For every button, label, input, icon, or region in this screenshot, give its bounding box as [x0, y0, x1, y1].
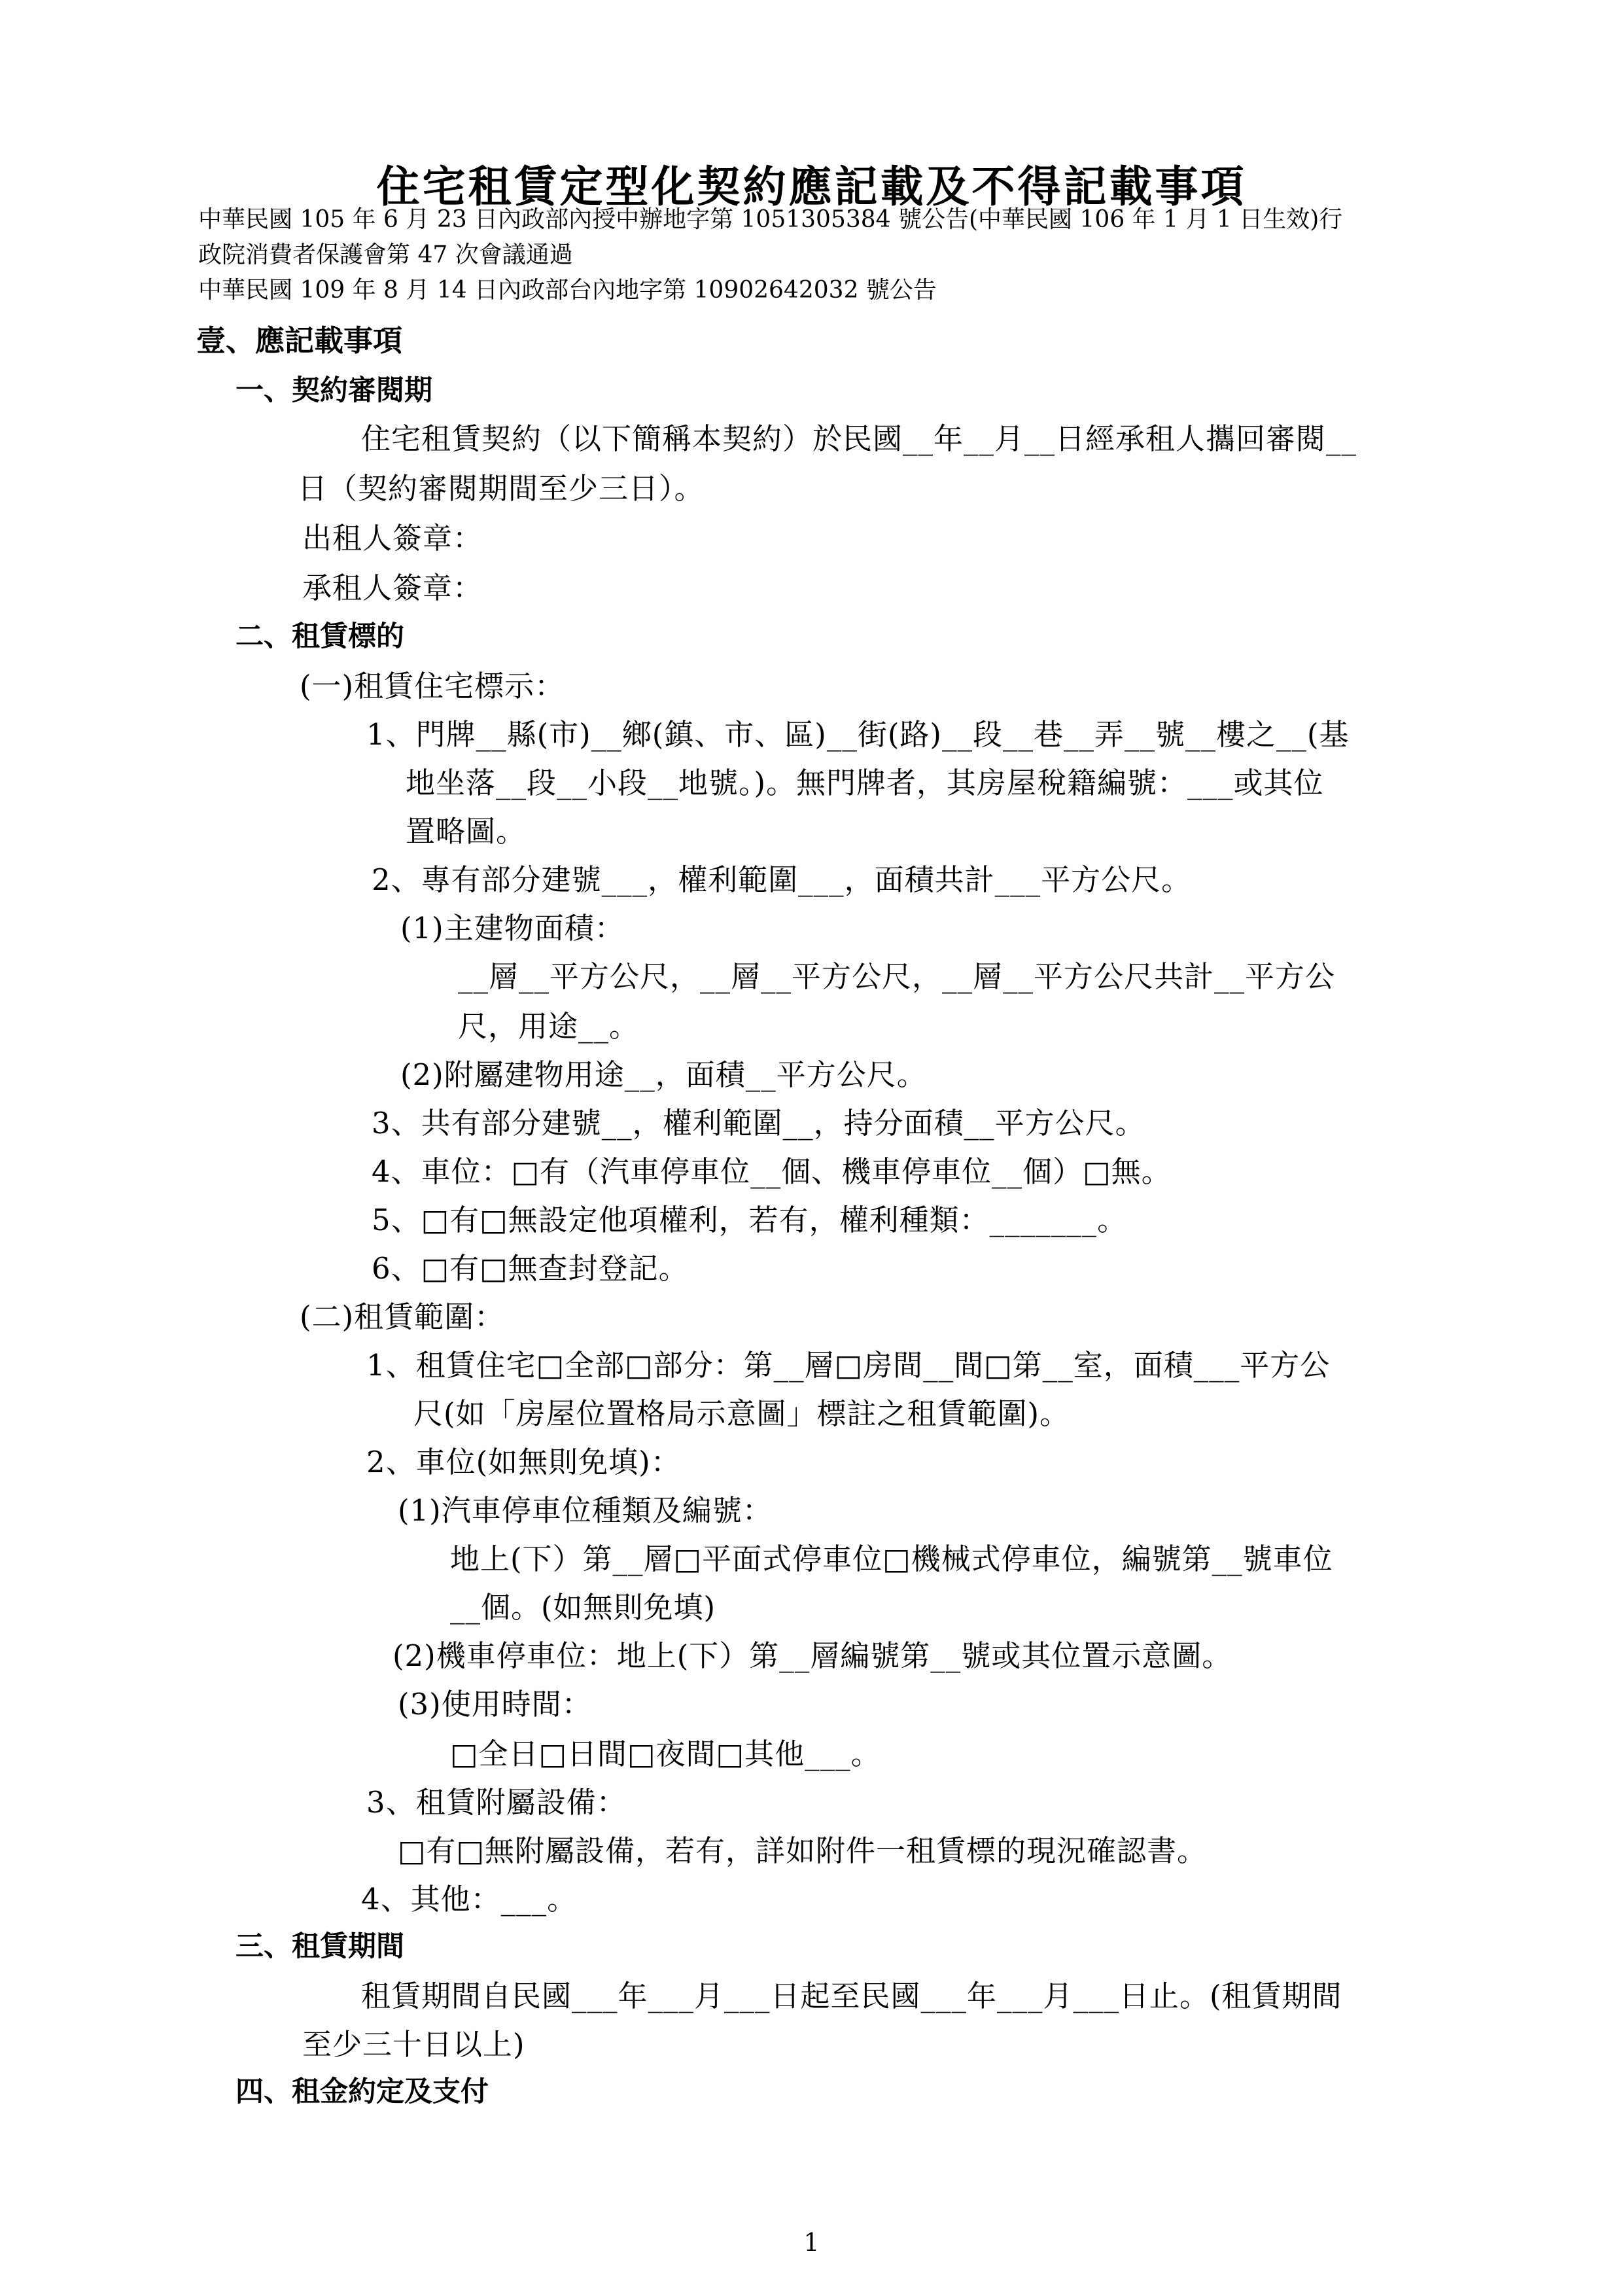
clause-heading: 一、契約審閱期: [236, 374, 432, 407]
body-line: __層__平方公尺，__層__平方公尺，__層__平方公尺共計__平方公: [458, 959, 1336, 994]
section-heading: 壹、應記載事項: [196, 323, 403, 358]
body-line: 2、車位(如無則免填)：: [366, 1445, 681, 1479]
notice-line: 中華民國 109 年 8 月 14 日內政部台內地字第 10902642032 號公告: [198, 277, 937, 304]
body-line: (二)租賃範圍：: [300, 1299, 505, 1334]
notice-line: 中華民國 105 年 6 月 23 日內政部內授中辦地字第 1051305384 號公告(中華民國 106 年 1 月 1 日生效)行: [198, 206, 1343, 233]
signature-line: 承租人簽章：: [302, 571, 483, 605]
body-line: (1)汽車停車位種類及編號：: [398, 1493, 773, 1528]
body-line: __個。(如無則免填): [450, 1590, 716, 1625]
body-line: (1)主建物面積：: [400, 911, 625, 945]
body-line: (3)使用時間：: [398, 1687, 592, 1722]
body-line: 3、租賃附屬設備：: [366, 1785, 627, 1820]
body-line: □有□無附屬設備，若有，詳如附件一租賃標的現況確認書。: [398, 1833, 1208, 1868]
body-line: 5、□有□無設定他項權利，若有，權利種類：_______。: [372, 1203, 1128, 1237]
body-line: (2)附屬建物用途__，面積__平方公尺。: [400, 1057, 927, 1092]
body-line: 1、租賃住宅□全部□部分：第__層□房間__間□第__室，面積___平方公: [366, 1348, 1331, 1383]
body-line: 4、車位：□有（汽車停車位__個、機車停車位__個）□無。: [372, 1154, 1172, 1189]
body-line: 4、其他：___。: [361, 1882, 578, 1916]
body-line: 至少三十日以上): [302, 2027, 525, 2062]
page-number: 1: [803, 2228, 820, 2257]
notice-line: 政院消費者保護會第 47 次會議通過: [198, 241, 573, 268]
body-line: 住宅租賃契約（以下簡稱本契約）於民國__年__月__日經承租人攜回審閱__: [361, 421, 1357, 456]
body-line: 置略圖。: [406, 814, 527, 849]
body-line: □全日□日間□夜間□其他___。: [450, 1737, 881, 1771]
signature-line: 出租人簽章：: [302, 521, 483, 556]
body-line: 日（契約審閱期間至少三日）。: [298, 471, 705, 506]
body-line: 1、門牌__縣(市)__鄉(鎮、市、區)__街(路)__段__巷__弄__號__樓之__(基: [366, 717, 1350, 752]
body-line: 3、共有部分建號__，權利範圍__，持分面積__平方公尺。: [372, 1106, 1145, 1140]
body-line: 6、□有□無查封登記。: [372, 1251, 689, 1286]
clause-heading: 三、租賃期間: [236, 1930, 404, 1963]
body-line: 尺，用途__。: [458, 1009, 640, 1044]
body-line: 地坐落__段__小段__地號。)。無門牌者，其房屋稅籍編號：___或其位: [406, 766, 1324, 800]
document-title: 住宅租賃定型化契約應記載及不得記載事項: [376, 161, 1247, 212]
body-line: 2、專有部分建號___，權利範圍___，面積共計___平方公尺。: [372, 862, 1192, 897]
body-line: 地上(下）第__層□平面式停車位□機械式停車位，編號第__號車位: [450, 1542, 1333, 1576]
body-line: 尺(如「房屋位置格局示意圖」標註之租賃範圍)。: [413, 1396, 1070, 1431]
clause-heading: 四、租金約定及支付: [236, 2075, 489, 2108]
body-line: 租賃期間自民國___年___月___日起至民國___年___月___日止。(租賃期間: [361, 1979, 1342, 2013]
body-line: (一)租賃住宅標示：: [300, 669, 565, 703]
clause-heading: 二、租賃標的: [236, 620, 404, 653]
body-line: (2)機車停車位：地上(下）第__層編號第__號或其位置示意圖。: [393, 1638, 1232, 1673]
